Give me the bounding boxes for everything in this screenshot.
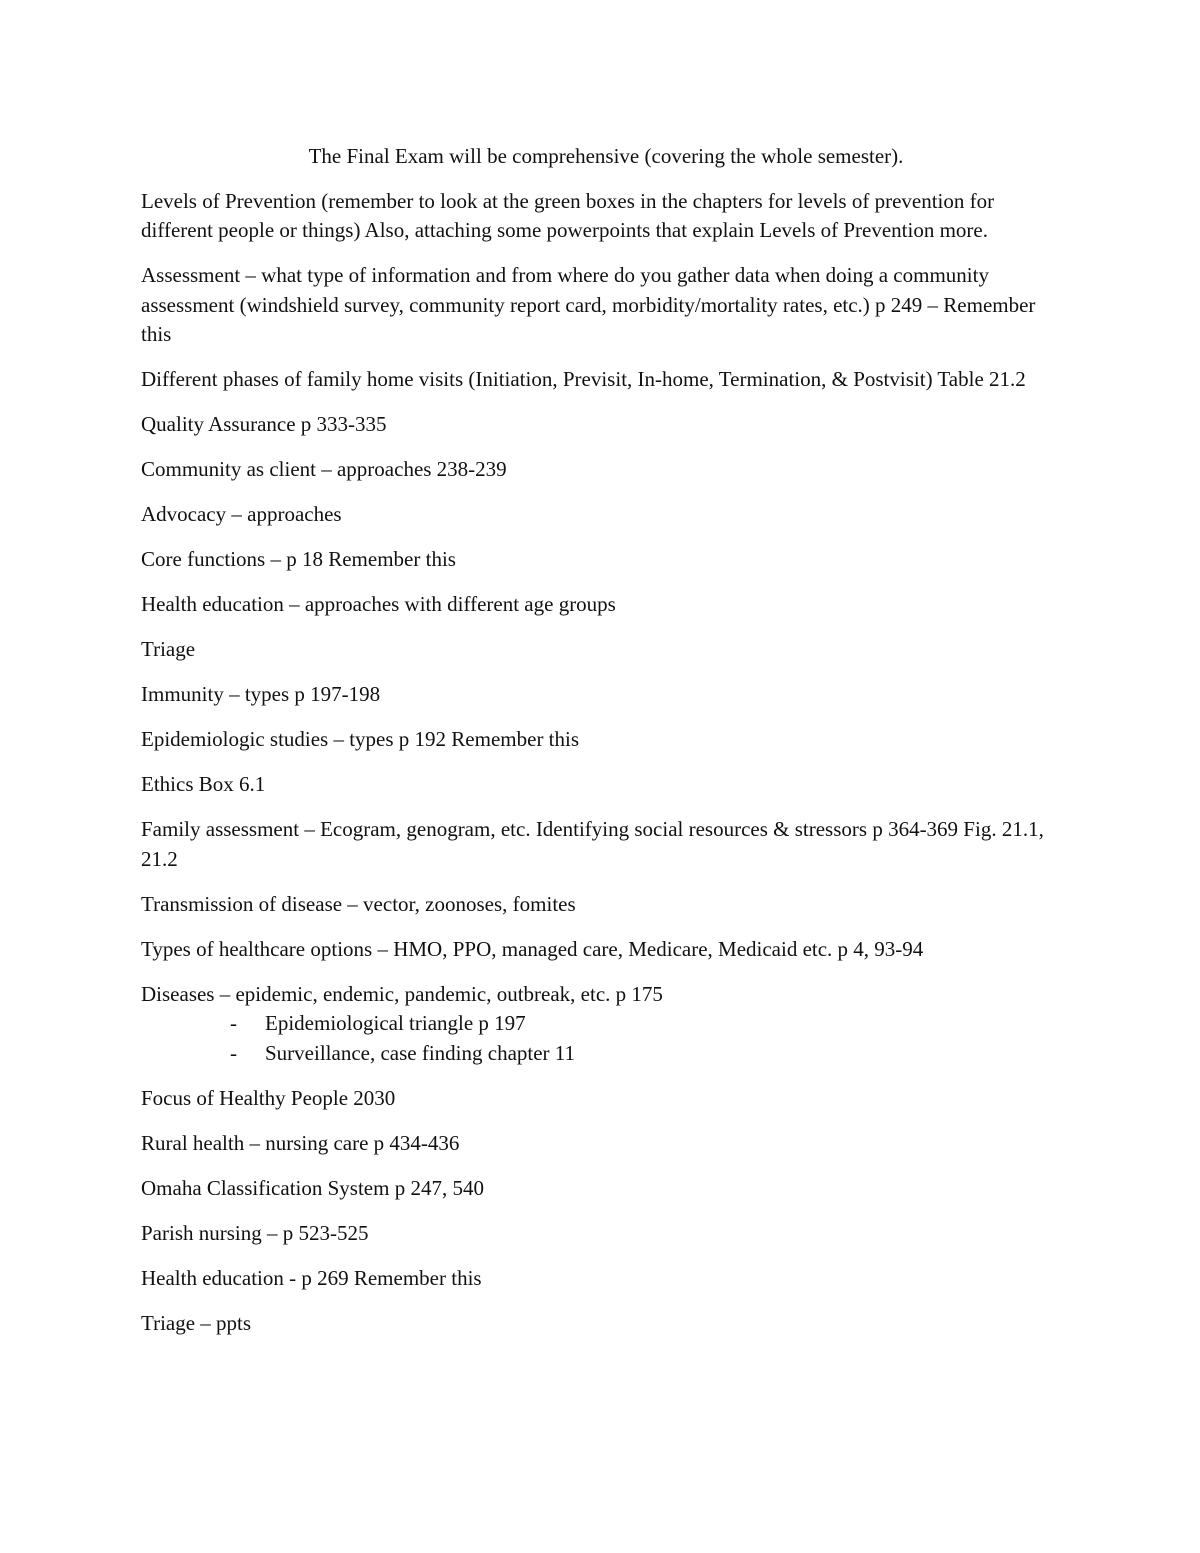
document-title: The Final Exam will be comprehensive (covering the whole semester). bbox=[308, 144, 904, 168]
paragraph-core-functions: Core functions – p 18 Remember this bbox=[141, 547, 456, 571]
paragraph-levels-of-prevention: Levels of Prevention (remember to look at the green boxes in the chapters for levels of prevention for different people or things) Also, attaching some powerpoints that explain Levels of Prevention more. bbox=[141, 188, 995, 242]
bullet-text: Epidemiological triangle p 197 bbox=[265, 1011, 526, 1035]
paragraph-advocacy: Advocacy – approaches bbox=[141, 502, 342, 526]
paragraph-rural-health: Rural health – nursing care p 434-436 bbox=[141, 1130, 460, 1155]
paragraphs-after bbox=[141, 1084, 1071, 1339]
document-body bbox=[141, 142, 1071, 1354]
bullet-dash: - bbox=[230, 1011, 237, 1035]
list-item bbox=[230, 1009, 1071, 1039]
paragraph-health-education-page: Health education - p 269 Remember this bbox=[141, 1265, 482, 1290]
paragraph-omaha-system: Omaha Classification System p 247, 540 bbox=[141, 1175, 484, 1200]
paragraph-epidemiologic-studies: Epidemiologic studies – types p 192 Remember this bbox=[141, 727, 580, 751]
paragraph-immunity: Immunity – types p 197-198 bbox=[141, 682, 381, 706]
paragraph-healthy-people: Focus of Healthy People 2030 bbox=[141, 1085, 396, 1110]
paragraph-diseases: Diseases – epidemic, endemic, pandemic, outbreak, etc. p 175 bbox=[141, 981, 663, 1006]
paragraph-transmission-of-disease: Transmission of disease – vector, zoonoses, fomites bbox=[141, 891, 576, 916]
bullet-text: Surveillance, case finding chapter 11 bbox=[265, 1040, 576, 1065]
paragraph-home-visit-phases: Different phases of family home visits (Initiation, Previsit, In-home, Termination, & Postvisit) Table 21.2 bbox=[141, 367, 1026, 391]
paragraph-ethics: Ethics Box 6.1 bbox=[141, 772, 266, 796]
paragraph-triage: Triage bbox=[141, 637, 196, 661]
paragraph-quality-assurance: Quality Assurance p 333-335 bbox=[141, 412, 387, 436]
paragraph-community-as-client: Community as client – approaches 238-239 bbox=[141, 457, 507, 481]
paragraph-healthcare-options: Types of healthcare options – HMO, PPO, managed care, Medicare, Medicaid etc. p 4, 93-94 bbox=[141, 936, 924, 961]
paragraph-triage-ppts: Triage – ppts bbox=[141, 1310, 252, 1335]
bullet-dash: - bbox=[230, 1040, 237, 1065]
paragraph-health-education-approaches: Health education – approaches with different age groups bbox=[141, 592, 616, 616]
paragraph-assessment: Assessment – what type of information and from where do you gather data when doing a community assessment (windshield survey, community report card, morbidity/mortality rates, etc.) p 249 – Remember this bbox=[141, 263, 1036, 346]
paragraph-family-assessment: Family assessment – Ecogram, genogram, etc. Identifying social resources & stressors p 364-369 Fig. 21.1, 21.2 bbox=[141, 817, 1044, 871]
list-item bbox=[230, 1039, 1071, 1069]
paragraph-parish-nursing: Parish nursing – p 523-525 bbox=[141, 1220, 369, 1245]
paragraphs-before bbox=[141, 187, 1071, 1010]
bullet-list bbox=[141, 1009, 1071, 1068]
